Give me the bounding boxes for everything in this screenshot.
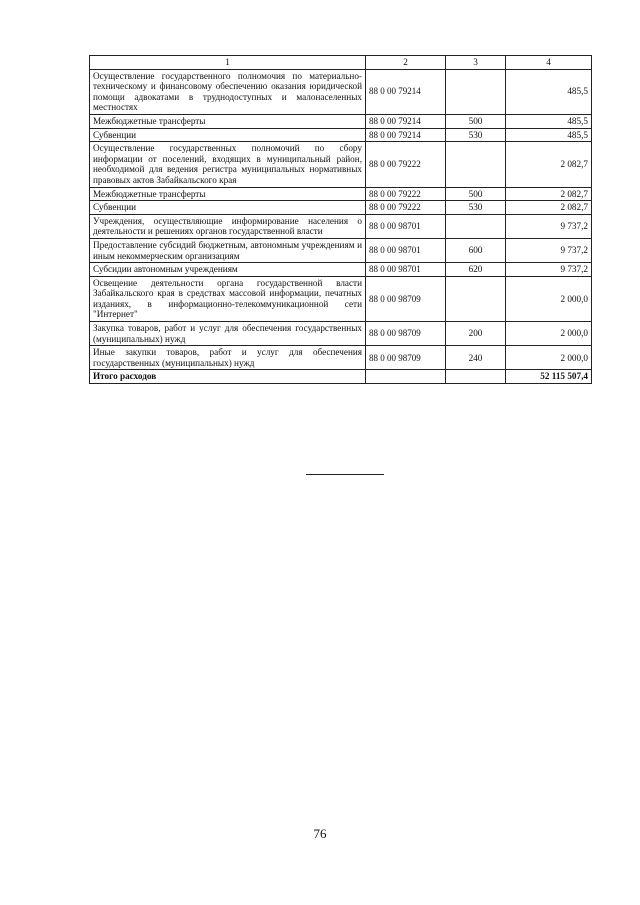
table-row [90,238,592,262]
row-amount: 2 000,0 [506,276,592,321]
table-row [90,114,592,128]
row-code: 88 0 00 98709 [366,322,446,346]
row-amount: 485,5 [506,69,592,114]
row-name: Закупка товаров, работ и услуг для обеспечения государственных (муниципальных) нужд [90,322,366,346]
row-code: 88 0 00 79222 [366,201,446,215]
table-row [90,263,592,277]
row-name: Освещение деятельности органа государственной власти Забайкальского края в средствах массовой информации, печатных изданиях, в информационно-телекоммуникационной сети "Интернет" [90,276,366,321]
header-col-2: 2 [366,56,446,70]
row-vr [446,276,506,321]
row-vr: 620 [446,263,506,277]
row-amount: 2 082,7 [506,187,592,201]
header-col-3: 3 [446,56,506,70]
row-code: 88 0 00 98701 [366,238,446,262]
row-vr: 600 [446,238,506,262]
row-code: 88 0 00 79214 [366,114,446,128]
total-row [90,370,592,384]
row-vr: 500 [446,114,506,128]
row-amount: 2 000,0 [506,346,592,370]
table-row [90,322,592,346]
table-row [90,128,592,142]
row-vr: 240 [446,346,506,370]
row-code: 88 0 00 98709 [366,276,446,321]
table-row [90,346,592,370]
table-row [90,69,592,114]
end-of-table-divider [306,474,384,475]
row-vr [446,142,506,187]
row-amount: 485,5 [506,114,592,128]
table-row [90,201,592,215]
row-amount: 2 082,7 [506,142,592,187]
row-code: 88 0 00 79214 [366,69,446,114]
expenditure-table [89,55,592,384]
table-body [90,69,592,383]
row-code: 88 0 00 79222 [366,142,446,187]
table-row [90,276,592,321]
row-name: Учреждения, осуществляющие информирование населения о деятельности и решениях органов государственной власти [90,214,366,238]
row-amount: 9 737,2 [506,263,592,277]
row-vr: 530 [446,201,506,215]
header-row [90,56,592,70]
row-vr [446,69,506,114]
row-name: Предоставление субсидий бюджетным, автономным учреждениям и иным некоммерческим организациям [90,238,366,262]
row-name: Осуществление государственных полномочий по сбору информации от поселений, входящих в муниципальный район, необходимой для ведения регистра муниципальных нормативных правовых актов Забайкальского края [90,142,366,187]
row-code: 88 0 00 79222 [366,187,446,201]
row-code: 88 0 00 98709 [366,346,446,370]
row-name: Межбюджетные трансферты [90,114,366,128]
header-col-1: 1 [90,56,366,70]
row-amount: 485,5 [506,128,592,142]
row-name: Межбюджетные трансферты [90,187,366,201]
row-amount: 2 082,7 [506,201,592,215]
row-vr: 530 [446,128,506,142]
row-amount: 2 000,0 [506,322,592,346]
table-row [90,187,592,201]
row-vr [446,214,506,238]
row-vr: 200 [446,322,506,346]
table-row [90,214,592,238]
page-number: 76 [313,826,327,841]
total-label: Итого расходов [90,370,366,384]
row-code: 88 0 00 79214 [366,128,446,142]
row-code: 88 0 00 98701 [366,263,446,277]
row-amount: 9 737,2 [506,214,592,238]
row-name: Субвенции [90,201,366,215]
row-name: Иные закупки товаров, работ и услуг для обеспечения государственных (муниципальных) нужд [90,346,366,370]
total-vr [446,370,506,384]
table-row [90,142,592,187]
row-code: 88 0 00 98701 [366,214,446,238]
header-col-4: 4 [506,56,592,70]
row-name: Субвенции [90,128,366,142]
row-name: Осуществление государственного полномочия по материально-техническому и финансовому обеспечению оказания юридической помощи адвокатами в труднодоступных и малонаселенных местностях [90,69,366,114]
row-vr: 500 [446,187,506,201]
row-name: Субсидии автономным учреждениям [90,263,366,277]
total-code [366,370,446,384]
total-amount: 52 115 507,4 [506,370,592,384]
row-amount: 9 737,2 [506,238,592,262]
